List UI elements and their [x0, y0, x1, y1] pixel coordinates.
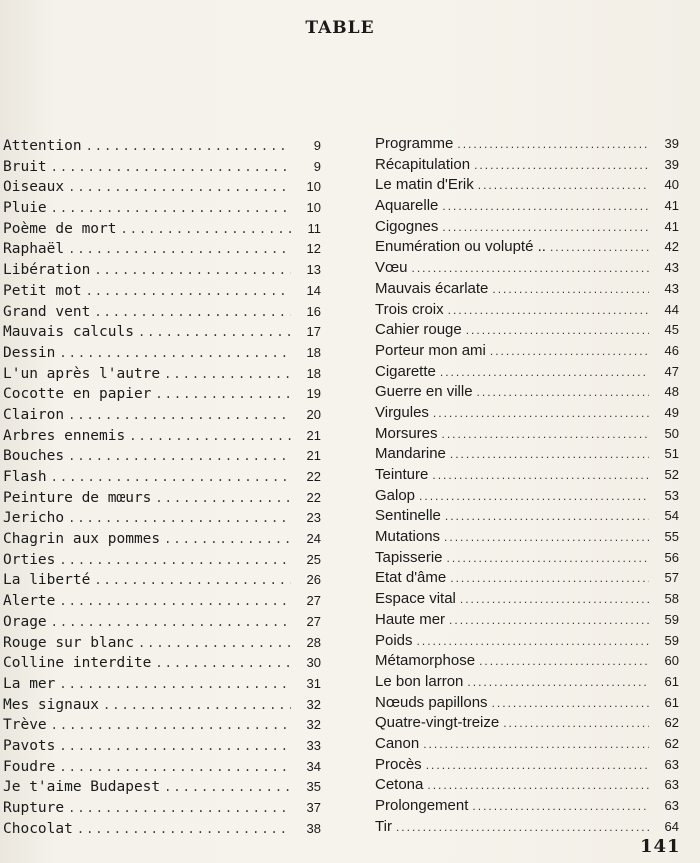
dot-leader	[467, 672, 649, 693]
toc-entry-title: Prolongement	[375, 797, 469, 814]
toc-entry-page: 14	[306, 282, 321, 298]
toc-entry	[3, 653, 321, 674]
toc-entry	[3, 674, 321, 695]
toc-entry-page: 16	[306, 303, 321, 319]
toc-entry-title: Métamorphose	[375, 652, 476, 670]
toc-entry-title: Tir	[375, 817, 392, 835]
toc-entry	[3, 384, 321, 405]
toc-entry-title: Mutations	[375, 528, 441, 546]
toc-entry-page: 30	[306, 655, 321, 671]
toc-entry-page: 12	[306, 241, 321, 257]
toc-entry	[375, 672, 679, 693]
toc-entry-title: La liberté	[3, 572, 91, 589]
toc-entry	[375, 527, 679, 548]
toc-entry	[375, 134, 679, 155]
dot-leader	[68, 446, 291, 467]
toc-entry-page: 55	[664, 529, 679, 545]
toc-entry	[3, 591, 321, 612]
toc-entry	[3, 302, 321, 323]
toc-entry-page: 43	[664, 280, 679, 296]
dot-leader	[479, 651, 649, 672]
dot-leader	[138, 633, 291, 654]
toc-entry	[375, 713, 679, 734]
toc-entry-page: 41	[664, 218, 679, 234]
dot-leader	[478, 175, 649, 196]
toc-entry	[375, 403, 679, 424]
toc-entry-title: Raphaël	[3, 241, 65, 258]
toc-entry-title: Chagrin aux pommes	[3, 531, 161, 548]
toc-entry-title: Dessin	[3, 344, 56, 361]
toc-entry-title: Mes signaux	[3, 696, 100, 713]
page-title: TABLE	[305, 18, 375, 38]
toc-entry-title: Mandarine	[375, 445, 446, 463]
toc-entry-title: Quatre-vingt-treize	[375, 714, 500, 732]
toc-entry-page: 62	[664, 735, 679, 751]
toc-entry-page: 39	[664, 136, 679, 151]
dot-leader	[477, 382, 649, 403]
toc-entry-title: Arbres ennemis	[3, 427, 126, 444]
toc-entry-title: Pavots	[3, 737, 56, 754]
toc-entry-page: 43	[664, 260, 679, 276]
toc-entry	[375, 341, 679, 362]
toc-entry	[3, 281, 321, 302]
toc-entry	[3, 570, 321, 591]
dot-leader	[550, 237, 649, 258]
toc-entry-title: Trois croix	[375, 300, 444, 318]
toc-entry	[375, 424, 679, 445]
toc-entry-page: 45	[664, 322, 679, 338]
toc-entry-title: Aquarelle	[375, 197, 439, 215]
dot-leader	[59, 736, 291, 757]
dot-leader	[155, 488, 291, 509]
toc-entry	[375, 486, 679, 507]
toc-entry-page: 57	[664, 570, 679, 586]
toc-entry	[375, 631, 679, 652]
dot-leader	[51, 612, 291, 633]
toc-entry	[3, 157, 321, 178]
toc-entry-title: Orage	[3, 613, 47, 630]
toc-entry	[3, 695, 321, 716]
toc-entry-page: 50	[664, 425, 679, 441]
dot-leader	[68, 508, 291, 529]
toc-entry-page: 10	[306, 200, 321, 216]
toc-entry	[3, 777, 321, 798]
dot-leader	[412, 258, 649, 279]
toc-entry-page: 13	[306, 262, 321, 278]
toc-entry	[3, 508, 321, 529]
toc-entry-page: 44	[664, 301, 679, 317]
toc-entry-page: 39	[664, 156, 679, 172]
toc-entry-page: 59	[664, 632, 679, 648]
dot-leader	[440, 362, 649, 383]
toc-entry-page: 32	[306, 696, 321, 712]
dot-leader	[396, 817, 649, 838]
toc-entry	[375, 320, 679, 341]
toc-entry-page: 37	[306, 800, 321, 815]
toc-entry	[3, 426, 321, 447]
toc-entry-title: Petit mot	[3, 282, 82, 299]
dot-leader	[450, 568, 649, 589]
toc-entry	[375, 465, 679, 486]
toc-entry-title: Vœu	[375, 259, 408, 277]
toc-entry-page: 27	[306, 593, 321, 609]
dot-leader	[51, 198, 291, 219]
dot-leader	[94, 260, 291, 281]
toc-entry-title: Sentinelle	[375, 507, 441, 525]
toc-entry-page: 40	[664, 177, 679, 193]
toc-entry-title: Porteur mon ami	[375, 341, 486, 359]
toc-entry-title: Alerte	[3, 593, 56, 610]
toc-entry	[375, 568, 679, 589]
toc-entry-title: Rouge sur blanc	[3, 634, 134, 651]
toc-column-right	[375, 134, 679, 837]
toc-entry-title: Jericho	[3, 510, 65, 527]
toc-entry	[3, 364, 321, 385]
toc-entry	[375, 217, 679, 238]
toc-entry-title: Grand vent	[3, 303, 91, 320]
dot-leader	[449, 610, 649, 631]
toc-entry-title: Récapitulation	[375, 155, 471, 173]
toc-entry-page: 10	[306, 179, 321, 195]
toc-entry-title: Haute mer	[375, 610, 446, 628]
toc-entry-title: Chocolat	[3, 820, 73, 837]
dot-leader	[164, 777, 291, 798]
toc-entry	[375, 610, 679, 631]
toc-entry-page: 9	[313, 138, 321, 153]
dot-leader	[444, 527, 649, 548]
toc-entry-title: Pluie	[3, 200, 47, 217]
toc-entry-title: Etat d'âme	[375, 569, 447, 587]
toc-entry-page: 63	[664, 777, 679, 793]
toc-entry-page: 18	[306, 365, 321, 381]
toc-entry	[3, 612, 321, 633]
toc-entry-title: Attention	[3, 138, 82, 154]
toc-entry-page: 58	[664, 591, 679, 607]
toc-entry-title: Le matin d'Erik	[375, 176, 474, 194]
toc-entry-page: 48	[664, 384, 679, 400]
toc-entry-title: Peinture de mœurs	[3, 489, 152, 506]
dot-leader	[460, 589, 649, 610]
toc-entry	[3, 633, 321, 654]
toc-entry	[3, 715, 321, 736]
toc-entry	[375, 279, 679, 300]
toc-entry-title: Cetona	[375, 776, 424, 794]
dot-leader	[492, 693, 649, 714]
toc-entry	[3, 219, 321, 240]
dot-leader	[490, 341, 649, 362]
toc-entry-title: Libération	[3, 262, 91, 279]
toc-entry-title: Flash	[3, 469, 47, 485]
toc-entry	[375, 651, 679, 672]
toc-entry-page: 62	[664, 715, 679, 731]
dot-leader	[432, 465, 649, 486]
dot-leader	[138, 322, 291, 343]
toc-entry-page: 63	[664, 798, 679, 813]
toc-entry-page: 52	[664, 467, 679, 482]
toc-entry-title: Galop	[375, 486, 416, 504]
toc-entry-title: Colline interdite	[3, 655, 152, 672]
toc-entry-page: 27	[306, 613, 321, 629]
toc-entry	[375, 589, 679, 610]
toc-entry-title: Tapisserie	[375, 548, 443, 566]
toc-entry-page: 42	[664, 239, 679, 255]
toc-entry	[3, 467, 321, 488]
toc-entry-page: 61	[664, 673, 679, 689]
toc-entry	[375, 548, 679, 569]
toc-entry-page: 32	[306, 717, 321, 733]
toc-entry-title: Cocotte en papier	[3, 386, 152, 403]
toc-entry-title: Nœuds papillons	[375, 693, 488, 711]
toc-entry	[375, 362, 679, 383]
toc-entry	[375, 506, 679, 527]
toc-entry	[375, 237, 679, 258]
toc-entry-page: 22	[306, 489, 321, 505]
toc-entry-title: Poème de mort	[3, 220, 117, 237]
dot-leader	[447, 548, 649, 569]
toc-entry	[3, 488, 321, 509]
toc-entry	[3, 736, 321, 757]
toc-entry-page: 22	[306, 469, 321, 484]
toc-entry	[375, 444, 679, 465]
toc-entry-page: 61	[664, 694, 679, 710]
toc-entry-page: 54	[664, 508, 679, 524]
dot-leader	[129, 426, 291, 447]
toc-entry-title: Orties	[3, 551, 56, 568]
toc-column-left	[3, 136, 321, 839]
toc-entry-title: Bruit	[3, 158, 47, 175]
dot-leader	[442, 424, 649, 445]
toc-entry	[3, 529, 321, 550]
dot-leader	[419, 486, 649, 507]
toc-entry-title: L'un après l'autre	[3, 365, 161, 382]
dot-leader	[51, 715, 291, 736]
toc-entry	[3, 260, 321, 281]
toc-entry-page: 38	[306, 820, 321, 836]
toc-entry	[375, 175, 679, 196]
dot-leader	[442, 217, 649, 238]
toc-entry-page: 25	[306, 551, 321, 567]
toc-entry-title: Poids	[375, 631, 413, 649]
toc-entry-page: 47	[664, 363, 679, 379]
toc-entry-page: 46	[664, 342, 679, 358]
toc-entry-page: 11	[307, 220, 321, 236]
dot-leader	[121, 219, 292, 240]
toc-entry-page: 31	[306, 675, 321, 691]
dot-leader	[68, 798, 291, 819]
toc-entry-title: Virgules	[375, 403, 429, 421]
toc-entry-title: Rupture	[3, 800, 65, 816]
toc-entry-title: Cahier rouge	[375, 321, 462, 339]
toc-entry	[375, 693, 679, 714]
toc-entry-title: Guerre en ville	[375, 383, 473, 401]
toc-entry-title: Cigognes	[375, 217, 439, 235]
toc-entry	[3, 239, 321, 260]
toc-entry-page: 56	[664, 549, 679, 565]
dot-leader	[445, 506, 649, 527]
toc-entry	[3, 136, 321, 157]
dot-leader	[51, 157, 291, 178]
dot-leader	[155, 384, 291, 405]
toc-entry-page: 19	[306, 386, 321, 402]
toc-entry	[375, 300, 679, 321]
toc-entry-title: Le bon larron	[375, 672, 464, 690]
toc-entry	[3, 757, 321, 778]
toc-entry-title: Mauvais calculs	[3, 324, 134, 341]
toc-entry	[375, 734, 679, 755]
toc-entry-page: 53	[664, 487, 679, 503]
toc-entry	[375, 755, 679, 776]
dot-leader	[423, 734, 649, 755]
dot-leader	[59, 757, 291, 778]
dot-leader	[164, 364, 291, 385]
toc-entry-page: 34	[306, 758, 321, 774]
toc-entry-title: Enumération ou volupté ..	[375, 238, 546, 256]
dot-leader	[68, 405, 291, 426]
dot-leader	[77, 819, 291, 840]
toc-entry	[3, 198, 321, 219]
toc-entry-title: Trève	[3, 717, 47, 734]
toc-entry-title: Programme	[375, 135, 454, 152]
dot-leader	[474, 155, 649, 176]
toc-entry-page: 20	[306, 406, 321, 422]
toc-entry-page: 23	[306, 510, 321, 526]
dot-leader	[492, 279, 649, 300]
toc-entry-page: 17	[306, 324, 321, 340]
dot-leader	[466, 320, 649, 341]
dot-leader	[86, 136, 291, 157]
dot-leader	[457, 134, 649, 155]
toc-entry	[375, 196, 679, 217]
dot-leader	[59, 674, 291, 695]
toc-entry-title: Espace vital	[375, 590, 456, 608]
dot-leader	[59, 591, 291, 612]
dot-leader	[433, 403, 649, 424]
dot-leader	[427, 775, 649, 796]
toc-entry-page: 33	[306, 737, 321, 753]
dot-leader	[503, 713, 649, 734]
toc-entry-page: 21	[306, 427, 321, 443]
dot-leader	[59, 343, 291, 364]
toc-entry-title: Procès	[375, 755, 422, 773]
toc-entry-title: Bouches	[3, 448, 65, 465]
dot-leader	[68, 239, 291, 260]
dot-leader	[94, 570, 291, 591]
toc-entry	[3, 405, 321, 426]
dot-leader	[51, 467, 291, 488]
toc-entry-title: Foudre	[3, 758, 56, 775]
toc-entry	[375, 382, 679, 403]
toc-entry-page: 41	[664, 198, 679, 214]
toc-entry	[3, 322, 321, 343]
dot-leader	[155, 653, 291, 674]
toc-entry-page: 28	[306, 634, 321, 650]
toc-entry	[375, 817, 679, 838]
dot-leader	[442, 196, 649, 217]
toc-entry-page: 26	[306, 572, 321, 588]
toc-entry-title: Je t'aime Budapest	[3, 779, 161, 796]
toc-entry	[375, 155, 679, 176]
toc-entry	[375, 258, 679, 279]
toc-entry	[3, 819, 321, 840]
toc-entry-page: 21	[306, 448, 321, 464]
dot-leader	[472, 796, 649, 817]
toc-entry-page: 24	[306, 531, 321, 547]
dot-leader	[86, 281, 291, 302]
toc-entry	[375, 796, 679, 817]
toc-entry	[3, 550, 321, 571]
dot-leader	[94, 302, 291, 323]
toc-entry-page: 49	[664, 404, 679, 420]
dot-leader	[68, 177, 291, 198]
toc-entry-title: La mer	[3, 675, 56, 692]
dot-leader	[103, 695, 291, 716]
toc-entry-title: Teinture	[375, 466, 429, 483]
toc-entry	[3, 798, 321, 819]
toc-entry	[3, 177, 321, 198]
toc-entry-page: 64	[664, 818, 679, 834]
dot-leader	[448, 300, 649, 321]
toc-entry-title: Clairon	[3, 406, 65, 423]
toc-entry-title: Canon	[375, 734, 420, 752]
toc-entry-title: Mauvais écarlate	[375, 279, 489, 297]
dot-leader	[417, 631, 649, 652]
dot-leader	[59, 550, 291, 571]
toc-entry-page: 51	[664, 446, 679, 462]
toc-entry	[3, 343, 321, 364]
toc-entry-page: 63	[664, 756, 679, 772]
toc-entry	[375, 775, 679, 796]
dot-leader	[426, 755, 649, 776]
page-number: 141	[640, 836, 681, 857]
toc-entry-page: 9	[313, 158, 321, 174]
dot-leader	[164, 529, 291, 550]
toc-entry	[3, 446, 321, 467]
toc-entry-page: 60	[664, 653, 679, 669]
toc-entry-title: Oiseaux	[3, 179, 65, 196]
toc-entry-page: 18	[306, 344, 321, 360]
toc-entry-page: 59	[664, 611, 679, 627]
toc-entry-title: Morsures	[375, 424, 438, 442]
toc-entry-title: Cigarette	[375, 362, 436, 380]
toc-entry-page: 35	[306, 779, 321, 795]
dot-leader	[450, 444, 649, 465]
